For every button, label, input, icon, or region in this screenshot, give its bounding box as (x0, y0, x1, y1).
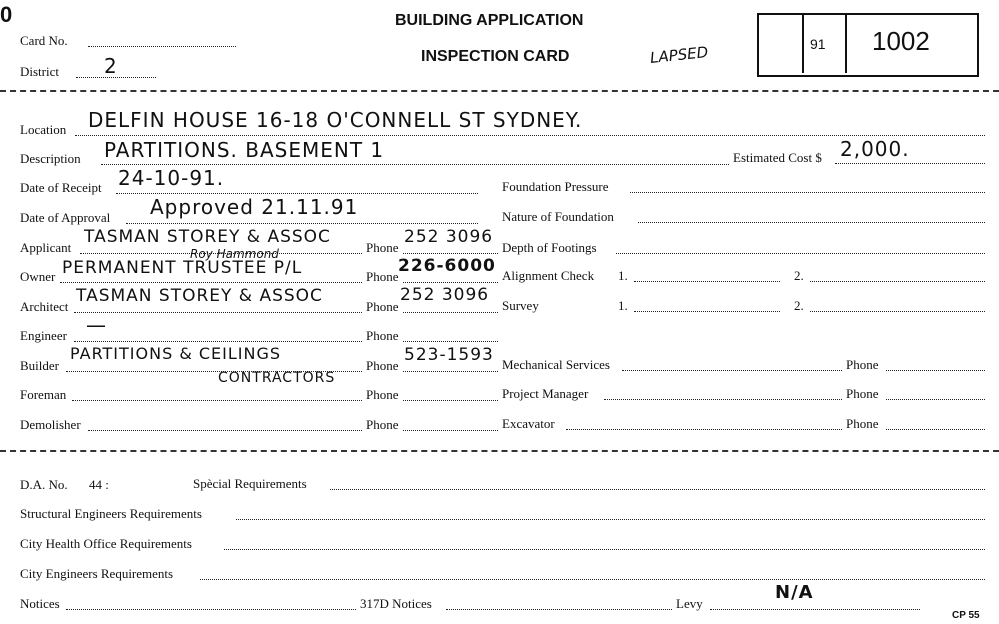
survey-2-field[interactable] (810, 311, 985, 312)
notices-317d-field[interactable] (446, 609, 672, 610)
owner-phone-label: Phone (366, 269, 399, 284)
builder-phone-value: 523-1593 (404, 345, 494, 365)
survey-1-field[interactable] (634, 311, 780, 312)
demolisher-phone-field[interactable] (403, 430, 498, 431)
engineer-field[interactable] (74, 341, 362, 342)
foundation-pressure-label: Foundation Pressure (502, 179, 609, 194)
demolisher-field[interactable] (88, 430, 362, 431)
notices-317d-label: 317D Notices (360, 596, 432, 611)
nature-foundation-field[interactable] (638, 222, 985, 223)
builder-value: PARTITIONS & CEILINGS (70, 344, 282, 363)
excavator-label: Excavator (502, 416, 555, 431)
form-title-line2: INSPECTION CARD (421, 48, 570, 65)
notices-field[interactable] (66, 609, 356, 610)
structural-requirements-field[interactable] (236, 519, 985, 520)
date-receipt-label: Date of Receipt (20, 180, 102, 195)
excavator-phone-label: Phone (846, 416, 879, 431)
form-code: CP 55 (952, 610, 980, 621)
location-field[interactable] (75, 135, 985, 136)
architect-phone-label: Phone (366, 299, 399, 314)
foundation-pressure-field[interactable] (630, 192, 985, 193)
date-receipt-value: 24-10-91. (118, 166, 225, 190)
mechanical-phone-field[interactable] (886, 370, 985, 371)
architect-label: Architect (20, 299, 69, 314)
date-approval-label: Date of Approval (20, 210, 111, 225)
box-divider (802, 15, 804, 73)
levy-label: Levy (676, 596, 703, 611)
structural-requirements-label: Structural Engineers Requirements (20, 506, 202, 521)
applicant-label: Applicant (20, 240, 72, 255)
levy-value: N/A (775, 582, 814, 603)
applicant-phone-value: 252 3096 (404, 227, 494, 247)
excavator-phone-field[interactable] (886, 429, 985, 430)
mechanical-services-field[interactable] (622, 370, 842, 371)
location-value: DELFIN HOUSE 16-18 O'CONNELL ST SYDNEY. (88, 108, 583, 132)
alignment-2-label: 2. (794, 268, 804, 283)
divider-middle (0, 450, 999, 452)
architect-value: TASMAN STOREY & ASSOC (76, 286, 323, 306)
engineer-phone-label: Phone (366, 328, 399, 343)
alignment-2-field[interactable] (810, 281, 985, 282)
nature-foundation-label: Nature of Foundation (502, 209, 614, 224)
architect-field[interactable] (74, 312, 362, 313)
project-manager-phone-field[interactable] (886, 399, 985, 400)
applicant-phone-label: Phone (366, 240, 399, 255)
divider-top (0, 90, 999, 92)
estimated-cost-label: Estimated Cost $ (733, 150, 822, 165)
special-requirements-label: Spècial Requirements (193, 476, 307, 491)
estimated-cost-field[interactable] (835, 163, 985, 164)
builder-value-line2: CONTRACTORS (218, 370, 336, 386)
card-prefix: 91 (810, 36, 826, 52)
depth-footings-label: Depth of Footings (502, 240, 597, 255)
excavator-field[interactable] (566, 429, 842, 430)
box-divider (845, 15, 847, 73)
builder-phone-label: Phone (366, 358, 399, 373)
card-no-field[interactable] (88, 46, 236, 47)
depth-footings-field[interactable] (616, 253, 985, 254)
survey-2-label: 2. (794, 298, 804, 313)
special-requirements-field[interactable] (330, 489, 985, 490)
owner-label: Owner (20, 269, 56, 284)
city-health-label: City Health Office Requirements (20, 536, 192, 551)
applicant-phone-field[interactable] (403, 253, 498, 254)
location-label: Location (20, 122, 67, 137)
district-label: District (20, 64, 59, 79)
alignment-check-label: Alignment Check (502, 268, 595, 283)
alignment-1-field[interactable] (634, 281, 780, 282)
foreman-label: Foreman (20, 387, 67, 402)
project-manager-label: Project Manager (502, 386, 589, 401)
builder-label: Builder (20, 358, 59, 373)
owner-phone-field[interactable] (403, 282, 498, 283)
card-number-box (757, 13, 979, 77)
levy-field[interactable] (710, 609, 920, 610)
date-receipt-field[interactable] (116, 193, 478, 194)
da-no-label: D.A. No. (20, 477, 68, 492)
architect-phone-value: 252 3096 (400, 285, 490, 305)
form-title-line1: BUILDING APPLICATION (395, 12, 584, 29)
description-label: Description (20, 151, 81, 166)
survey-label: Survey (502, 298, 539, 313)
description-value: PARTITIONS. BASEMENT 1 (104, 138, 385, 162)
architect-phone-field[interactable] (403, 312, 498, 313)
project-manager-phone-label: Phone (846, 386, 879, 401)
owner-phone-value: 226-6000 (398, 256, 496, 276)
owner-contact: Roy Hammond (190, 247, 279, 261)
estimated-cost-value: 2,000. (840, 137, 910, 161)
card-number: 1002 (872, 26, 930, 56)
foreman-phone-field[interactable] (403, 400, 498, 401)
date-approval-value: Approved 21.11.91 (150, 195, 359, 219)
engineer-value: — (86, 313, 107, 337)
project-manager-field[interactable] (604, 399, 842, 400)
owner-value: PERMANENT TRUSTEE P/L (62, 258, 303, 278)
foreman-field[interactable] (72, 400, 362, 401)
builder-phone-field[interactable] (403, 371, 498, 372)
survey-1-label: 1. (618, 298, 628, 313)
foreman-phone-label: Phone (366, 387, 399, 402)
applicant-value: TASMAN STOREY & ASSOC (84, 227, 331, 247)
corner-mark: 0 (0, 2, 13, 27)
date-approval-field[interactable] (126, 223, 478, 224)
notices-label: Notices (20, 596, 60, 611)
city-health-field[interactable] (224, 549, 985, 550)
mechanical-phone-label: Phone (846, 357, 879, 372)
engineer-label: Engineer (20, 328, 67, 343)
card-no-label: Card No. (20, 33, 68, 48)
demolisher-label: Demolisher (20, 417, 81, 432)
city-engineers-label: City Engineers Requirements (20, 566, 174, 581)
owner-field[interactable] (60, 282, 362, 283)
engineer-phone-field[interactable] (403, 341, 498, 342)
alignment-1-label: 1. (618, 268, 628, 283)
mechanical-services-label: Mechanical Services (502, 357, 610, 372)
demolisher-phone-label: Phone (366, 417, 399, 432)
city-engineers-field[interactable] (200, 579, 985, 580)
description-field[interactable] (101, 164, 729, 165)
lapsed-stamp: LAPSED (649, 43, 710, 67)
da-no-value: 44 : (89, 477, 109, 492)
district-value: 2 (104, 54, 118, 78)
